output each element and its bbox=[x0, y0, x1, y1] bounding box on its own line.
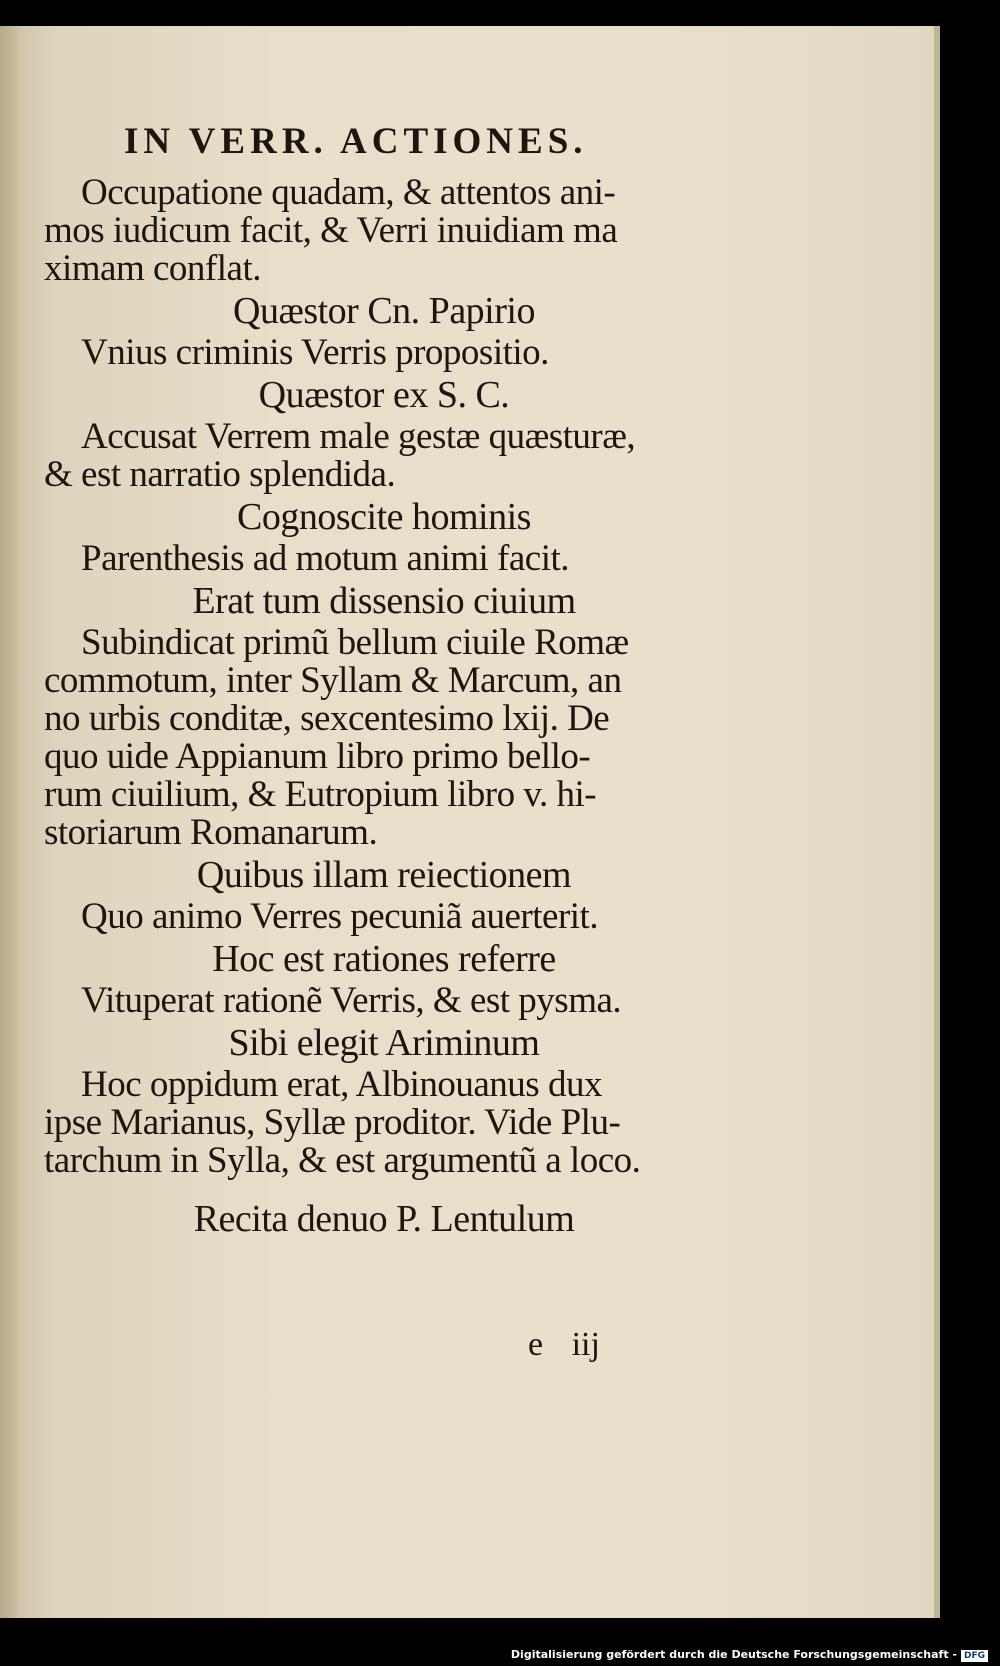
lemma-heading: Erat tum dissensio ciuium bbox=[192, 580, 576, 622]
block-gap bbox=[44, 1180, 694, 1196]
text-line: Accusat Verrem male gestæ quæsturæ, bbox=[81, 416, 636, 457]
text-line: ximam conflat. bbox=[44, 248, 261, 289]
text-line: Parenthesis ad motum animi facit. bbox=[81, 538, 570, 579]
lemma-heading: Recita denuo P. Lentulum bbox=[193, 1198, 575, 1240]
text-line: quo uide Appianum libro primo bello- bbox=[44, 736, 591, 777]
text-blocks bbox=[44, 174, 694, 1240]
lemma-heading: Quæstor Cn. Papirio bbox=[233, 290, 535, 332]
dfg-logo: DFG bbox=[961, 1650, 988, 1662]
commentary-paragraph bbox=[44, 898, 694, 936]
commentary-paragraph bbox=[44, 334, 694, 372]
page-spine-shadow bbox=[0, 26, 22, 1618]
text-line: mos iudicum facit, & Verri inuidiam ma bbox=[44, 210, 618, 251]
text-line: ipse Marianus, Syllæ proditor. Vide Plu- bbox=[44, 1102, 621, 1143]
text-line: Quo animo Verres pecuniã auerterit. bbox=[81, 896, 599, 937]
text-line: commotum, inter Syllam & Marcum, an bbox=[44, 660, 622, 701]
text-line: tarchum in Sylla, & est argumentũ a loco. bbox=[44, 1140, 641, 1181]
commentary-paragraph bbox=[44, 174, 694, 288]
commentary-paragraph bbox=[44, 624, 694, 852]
text-line: Vnius criminis Verris propositio. bbox=[81, 332, 549, 373]
commentary-paragraph bbox=[44, 982, 694, 1020]
book-page bbox=[0, 26, 940, 1618]
lemma-heading: Hoc est rationes referre bbox=[212, 938, 556, 980]
digitization-footer bbox=[511, 1648, 988, 1662]
commentary-paragraph bbox=[44, 540, 694, 578]
commentary-paragraph bbox=[44, 1066, 694, 1180]
text-line: rum ciuilium, & Eutropium libro v. hi- bbox=[44, 774, 597, 815]
text-line: Subindicat primũ bellum ciuile Romæ bbox=[81, 622, 629, 663]
lemma-heading: Quibus illam reiectionem bbox=[196, 854, 572, 896]
text-line: Hoc oppidum erat, Albinouanus dux bbox=[81, 1064, 602, 1105]
text-line: Occupatione quadam, & attentos ani- bbox=[81, 172, 616, 213]
text-line: storiarum Romanarum. bbox=[44, 812, 378, 853]
lemma-heading: Quæstor ex S. C. bbox=[258, 374, 510, 416]
lemma-heading: Sibi elegit Ariminum bbox=[228, 1022, 540, 1064]
running-header: IN VERR. ACTIONES. bbox=[124, 121, 588, 162]
lemma-heading: Cognoscite hominis bbox=[237, 496, 531, 538]
page-text bbox=[44, 116, 694, 1242]
commentary-paragraph bbox=[44, 418, 694, 494]
text-line: & est narratio splendida. bbox=[44, 454, 396, 495]
signature-mark: e iij bbox=[528, 1326, 600, 1363]
text-line: Vituperat rationẽ Verris, & est pysma. bbox=[81, 980, 622, 1021]
text-line: no urbis conditæ, sexcentesimo lxij. De bbox=[44, 698, 610, 739]
page-edge bbox=[934, 26, 940, 1618]
footer-text: Digitalisierung gefördert durch die Deutsche Forschungsgemeinschaft - bbox=[510, 1648, 957, 1661]
